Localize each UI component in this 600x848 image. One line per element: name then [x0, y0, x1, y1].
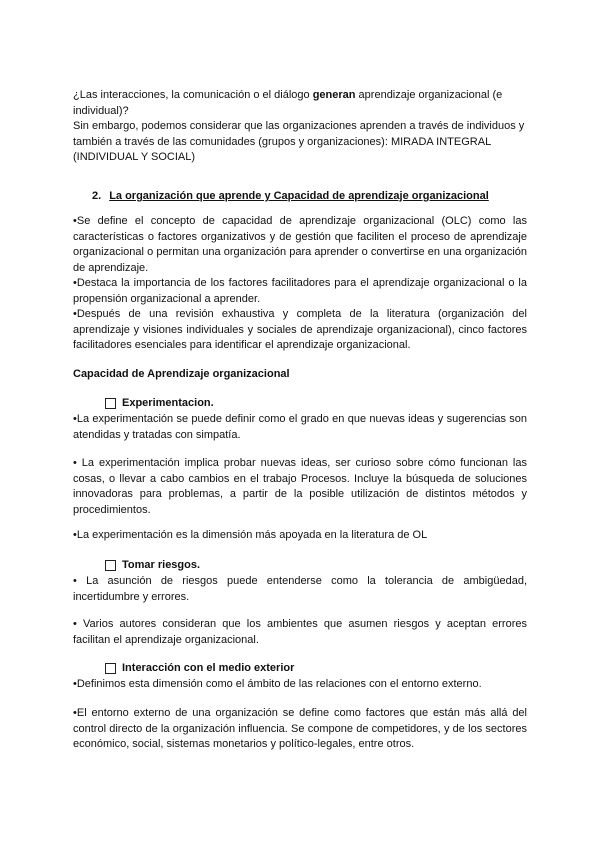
intro-question: [73, 88, 527, 119]
riesgos-paragraph: • Varios autores consideran que los ambientes que asumen riesgos y aceptan errores facilitan el aprendizaje organizacional.: [73, 618, 527, 646]
interaccion-heading: [105, 661, 294, 676]
experimentacion-paragraph: •La experimentación se puede definir como el grado en que nuevas ideas y sugerencias son atendidas y tratadas con simpatía.: [73, 413, 527, 441]
riesgos-title: Tomar riesgos.: [122, 559, 201, 571]
bullet-paragraph: •Destaca la importancia de los factores facilitadores para el aprendizaje organizacional o la propensión organizacional a aprender.: [73, 277, 527, 305]
intro-paragraph: Sin embargo, podemos considerar que las organizaciones aprenden a través de individuos y también a través de las comunidades (grupos y organizaciones): MIRADA INTEGRAL (INDIVIDUAL Y SOCIAL): [73, 120, 525, 164]
checkbox-icon: [105, 663, 116, 674]
capacidad-heading: Capacidad de Aprendizaje organizacional: [73, 368, 290, 380]
question-text-end: aprendizaje organizacional (e individual)?: [73, 89, 503, 117]
experimentacion-heading: [105, 396, 214, 411]
section-heading: [92, 189, 532, 205]
section-number: 2.: [92, 190, 102, 202]
checkbox-icon: [105, 560, 116, 571]
checkbox-icon: [105, 398, 116, 409]
experimentacion-title: Experimentacion.: [122, 397, 214, 409]
interaccion-paragraph: •Definimos esta dimensión como el ámbito de las relaciones con el entorno externo.: [73, 678, 482, 690]
experimentacion-paragraph: •La experimentación es la dimensión más apoyada en la literatura de OL: [73, 529, 428, 541]
riesgos-heading: [105, 558, 200, 573]
question-bold-word: generan: [312, 89, 356, 101]
riesgos-paragraph: • La asunción de riesgos puede entenderse como la tolerancia de ambigüedad, incertidumbre y errores.: [73, 575, 527, 603]
bullet-paragraph: •Se define el concepto de capacidad de aprendizaje organizacional (OLC) como las características o factores organizativos y de gestión que faciliten el proceso de aprendizaje organizacional o permitan una organización para aprender o convertirse en una organización de aprendizaje.: [73, 215, 527, 274]
section-title: La organización que aprende y Capacidad de aprendizaje organizacional: [109, 190, 489, 202]
question-text: ¿Las interacciones, la comunicación o el diálogo: [73, 89, 313, 101]
bullet-paragraph: •Después de una revisión exhaustiva y completa de la literatura (organización del aprendizaje y visiones individuales y sociales de aprendizaje organizacional), cinco factores facilitadores esenciales para identificar el aprendizaje organizacional.: [73, 308, 527, 352]
experimentacion-paragraph: • La experimentación implica probar nuevas ideas, ser curioso sobre cómo funcionan las cosas, o llevar a cabo cambios en el trabajo Procesos. Incluye la búsqueda de soluciones innovadoras para problemas, a partir de la posible utilización de distintos métodos y procedimientos.: [73, 457, 527, 516]
interaccion-title: Interacción con el medio exterior: [122, 662, 295, 674]
interaccion-paragraph: •El entorno externo de una organización se define como factores que están más allá del control directo de la organización influencia. Se compone de competidores, y de los sectores económico, social, sistemas monetarios y político-legales, entre otros.: [73, 707, 527, 751]
